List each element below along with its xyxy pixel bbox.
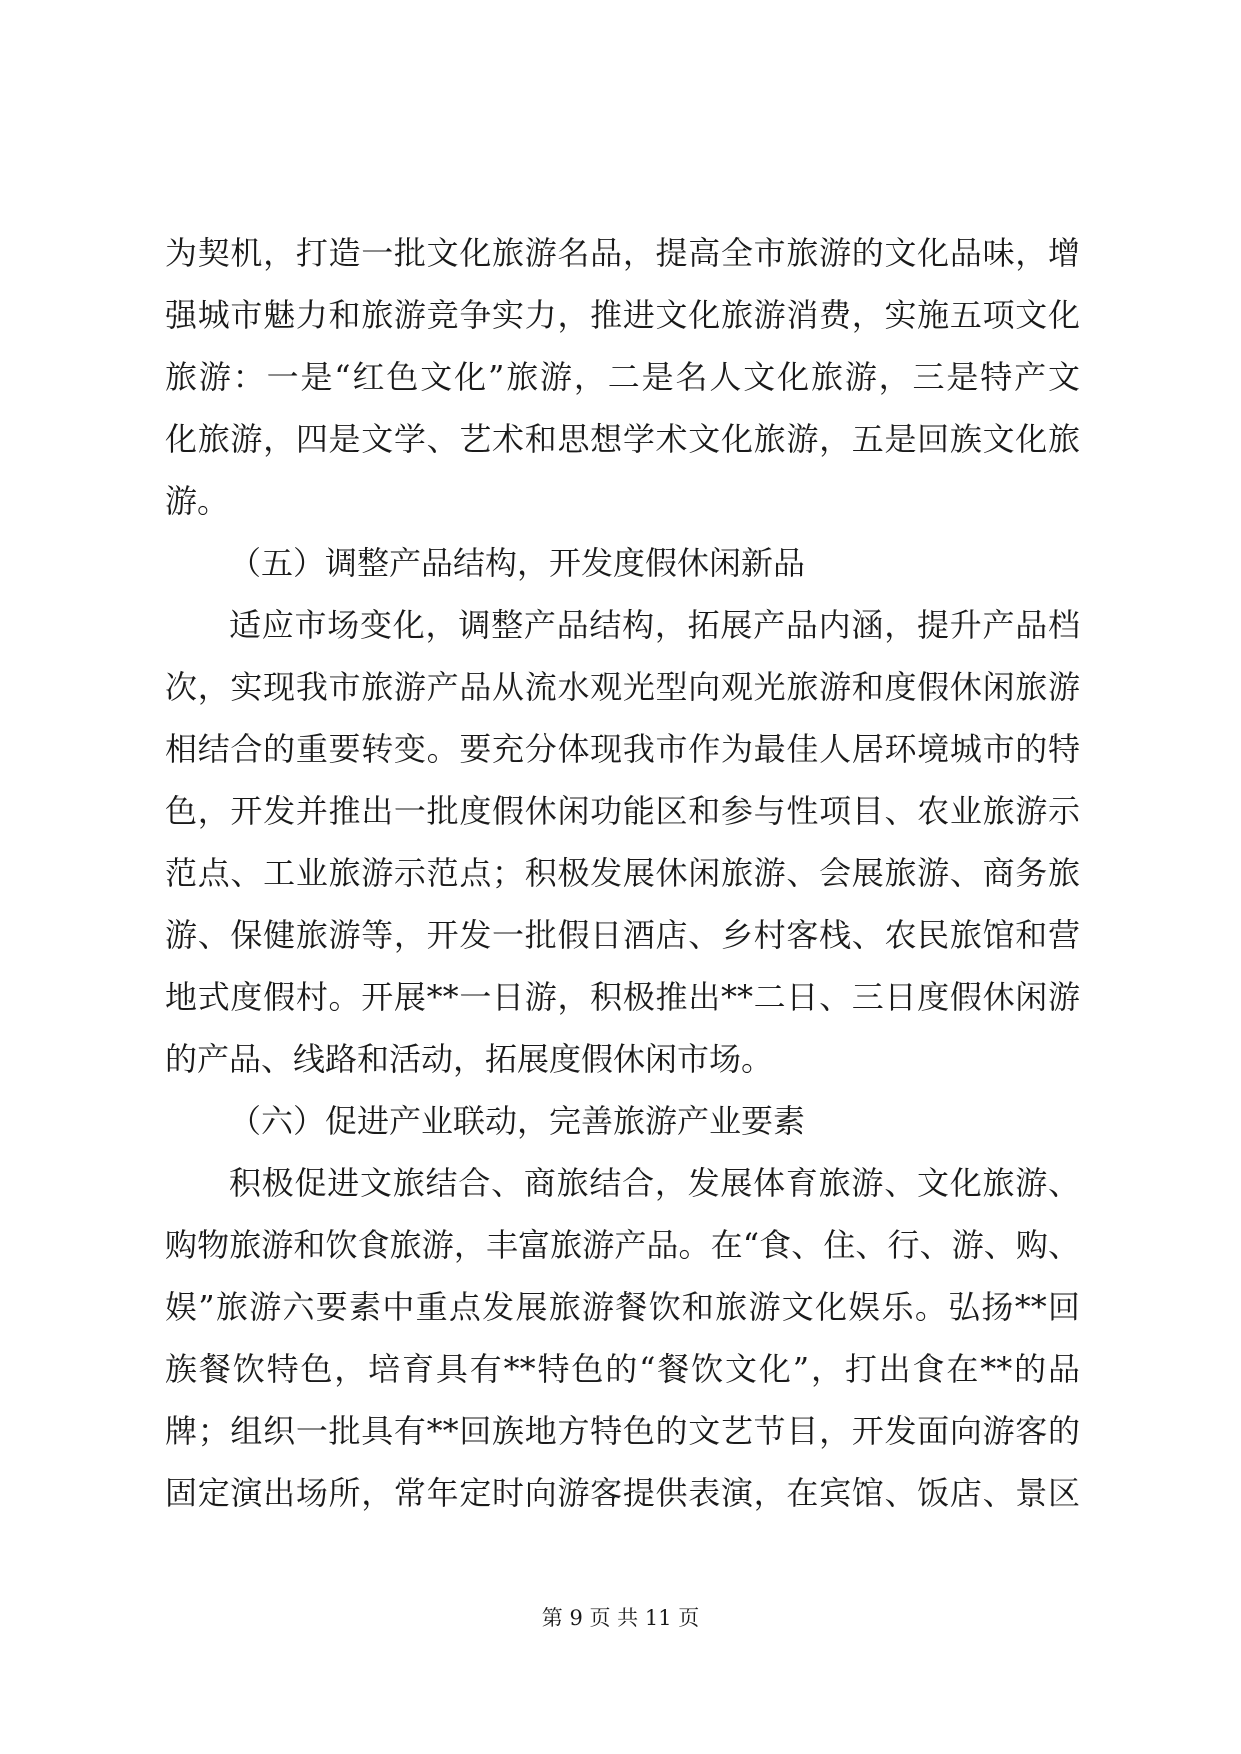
- text-line: 色，开发并推出一批度假休闲功能区和参与性项目、农业旅游示: [165, 792, 1080, 830]
- text-line: 次，实现我市旅游产品从流水观光型向观光旅游和度假休闲旅游: [165, 668, 1080, 706]
- section-heading-5: （五）调整产品结构，开发度假休闲新品: [229, 544, 806, 582]
- text-line: 为契机，打造一批文化旅游名品，提高全市旅游的文化品味，增: [165, 234, 1080, 272]
- text-line: 积极促进文旅结合、商旅结合，发展体育旅游、文化旅游、: [229, 1164, 1080, 1202]
- section-heading-6: （六）促进产业联动，完善旅游产业要素: [229, 1102, 806, 1140]
- text-line: 牌；组织一批具有**回族地方特色的文艺节目，开发面向游客的: [165, 1412, 1080, 1450]
- text-line: 游。: [165, 482, 230, 520]
- text-line: 购物旅游和饮食旅游，丰富旅游产品。在“食、住、行、游、购、: [165, 1226, 1080, 1264]
- text-line: 的产品、线路和活动，拓展度假休闲市场。: [165, 1040, 774, 1078]
- text-line: 固定演出场所，常年定时向游客提供表演，在宾馆、饭店、景区: [165, 1474, 1080, 1512]
- text-line: 地式度假村。开展**一日游，积极推出**二日、三日度假休闲游: [165, 978, 1080, 1016]
- text-line: 旅游：一是“红色文化”旅游，二是名人文化旅游，三是特产文: [165, 358, 1080, 396]
- text-line: 族餐饮特色，培育具有**特色的“餐饮文化”，打出食在**的品: [165, 1350, 1080, 1388]
- document-body: [165, 222, 1080, 1524]
- text-line: 相结合的重要转变。要充分体现我市作为最佳人居环境城市的特: [165, 730, 1080, 768]
- text-line: 强城市魅力和旅游竞争实力，推进文化旅游消费，实施五项文化: [165, 296, 1080, 334]
- page-number-footer: 第 9 页 共 11 页: [541, 1606, 700, 1630]
- text-line: 娱”旅游六要素中重点发展旅游餐饮和旅游文化娱乐。弘扬**回: [165, 1288, 1080, 1326]
- text-line: 游、保健旅游等，开发一批假日酒店、乡村客栈、农民旅馆和营: [165, 916, 1080, 954]
- text-line: 化旅游，四是文学、艺术和思想学术文化旅游，五是回族文化旅: [165, 420, 1080, 458]
- text-line: 范点、工业旅游示范点；积极发展休闲旅游、会展旅游、商务旅: [165, 854, 1080, 892]
- text-line: 适应市场变化，调整产品结构，拓展产品内涵，提升产品档: [229, 606, 1080, 644]
